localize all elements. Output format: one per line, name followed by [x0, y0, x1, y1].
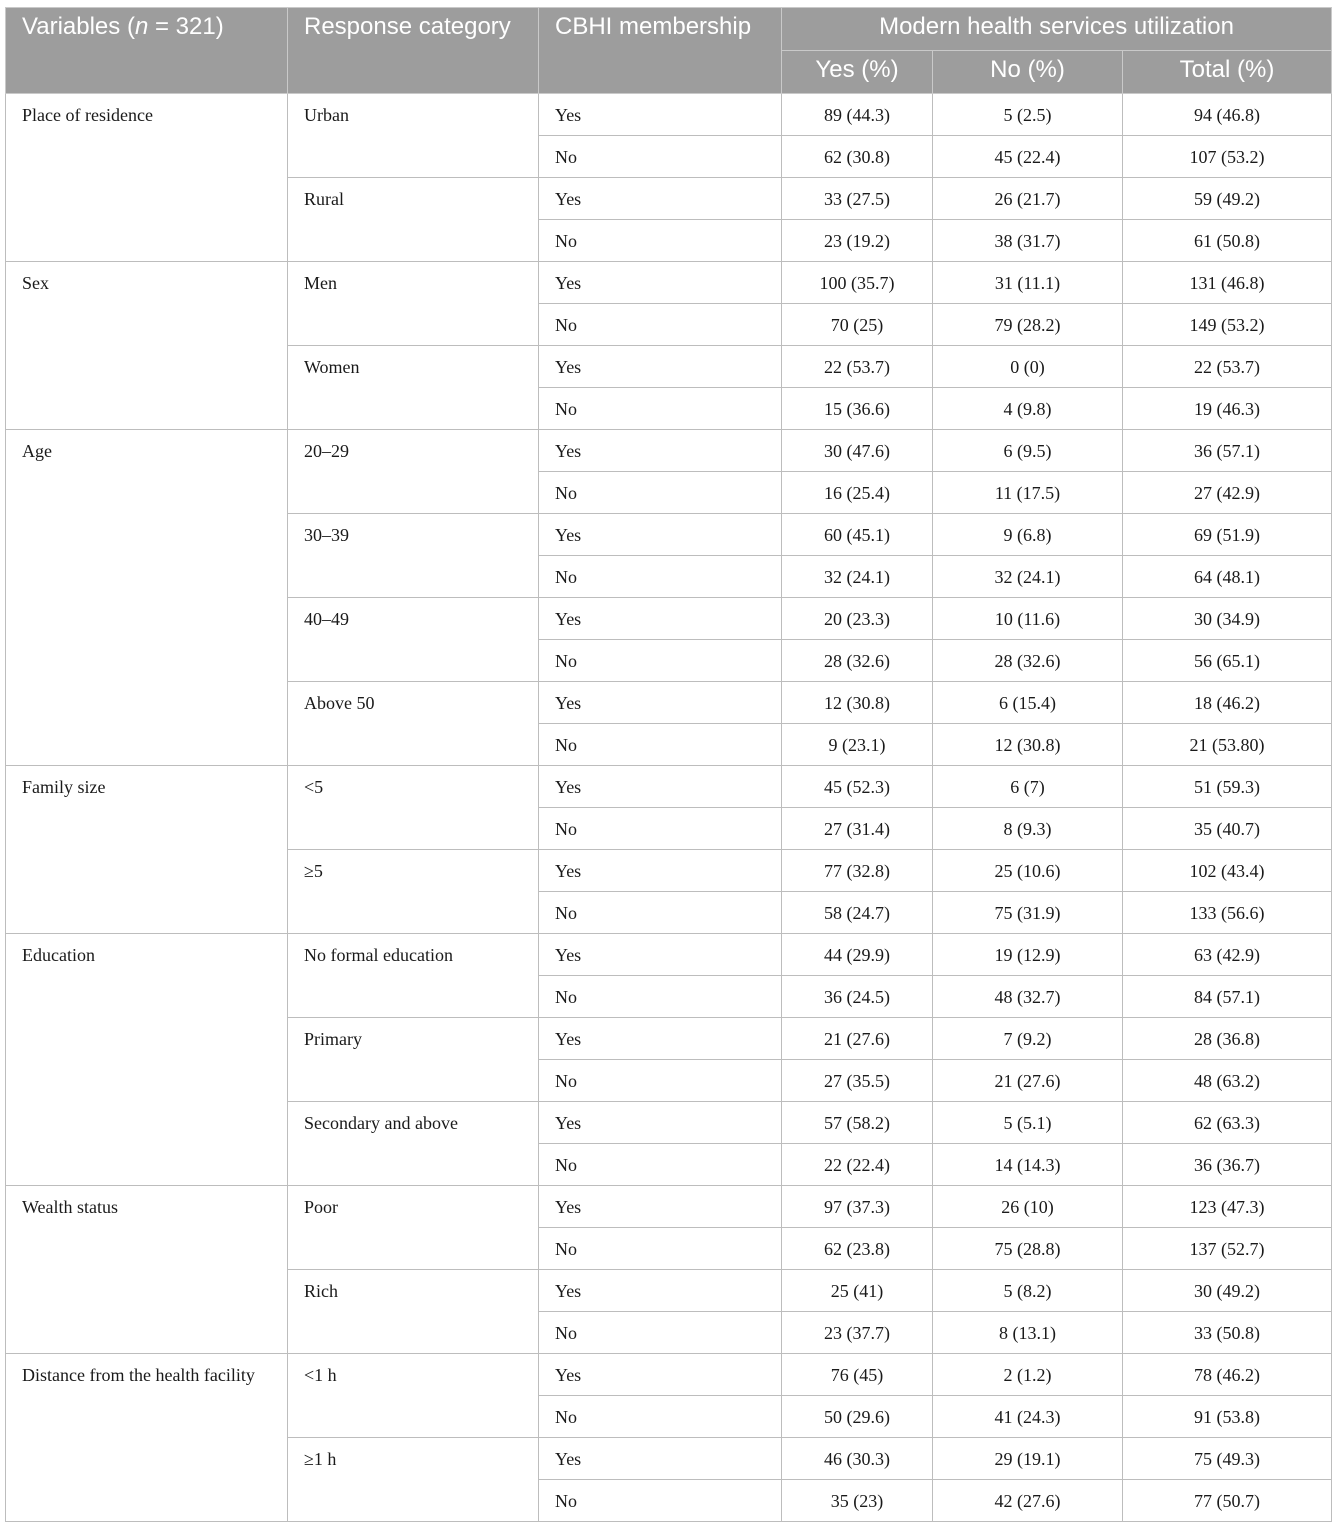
- total-cell: 22 (53.7): [1123, 346, 1332, 388]
- total-cell: 78 (46.2): [1123, 1354, 1332, 1396]
- total-cell: 33 (50.8): [1123, 1312, 1332, 1354]
- total-cell: 35 (40.7): [1123, 808, 1332, 850]
- cbhi-cell: No: [539, 808, 782, 850]
- yes-cell: 57 (58.2): [782, 1102, 933, 1144]
- header-variables-n: n: [134, 13, 149, 40]
- cbhi-cell: Yes: [539, 934, 782, 976]
- cbhi-cell: Yes: [539, 598, 782, 640]
- category-cell: Above 50: [288, 682, 539, 766]
- yes-cell: 58 (24.7): [782, 892, 933, 934]
- no-cell: 19 (12.9): [933, 934, 1123, 976]
- variable-cell: Place of residence: [6, 94, 288, 262]
- yes-cell: 100 (35.7): [782, 262, 933, 304]
- no-cell: 26 (21.7): [933, 178, 1123, 220]
- yes-cell: 21 (27.6): [782, 1018, 933, 1060]
- no-cell: 38 (31.7): [933, 220, 1123, 262]
- cbhi-cell: Yes: [539, 262, 782, 304]
- cbhi-cell: No: [539, 892, 782, 934]
- total-cell: 102 (43.4): [1123, 850, 1332, 892]
- category-cell: 40–49: [288, 598, 539, 682]
- cbhi-cell: No: [539, 724, 782, 766]
- cbhi-cell: No: [539, 472, 782, 514]
- no-cell: 25 (10.6): [933, 850, 1123, 892]
- cbhi-cell: No: [539, 1480, 782, 1522]
- no-cell: 28 (32.6): [933, 640, 1123, 682]
- table-row: [6, 766, 1332, 808]
- header-utilization: Modern health services utilization: [782, 8, 1332, 51]
- table-row: [6, 430, 1332, 472]
- category-cell: Men: [288, 262, 539, 346]
- cbhi-cell: No: [539, 556, 782, 598]
- total-cell: 94 (46.8): [1123, 94, 1332, 136]
- total-cell: 62 (63.3): [1123, 1102, 1332, 1144]
- yes-cell: 12 (30.8): [782, 682, 933, 724]
- total-cell: 61 (50.8): [1123, 220, 1332, 262]
- total-cell: 137 (52.7): [1123, 1228, 1332, 1270]
- total-cell: 27 (42.9): [1123, 472, 1332, 514]
- header-variables-label: Variables (: [22, 13, 135, 40]
- total-cell: 19 (46.3): [1123, 388, 1332, 430]
- category-cell: <1 h: [288, 1354, 539, 1438]
- variable-cell: Sex: [6, 262, 288, 430]
- total-cell: 28 (36.8): [1123, 1018, 1332, 1060]
- category-cell: No formal education: [288, 934, 539, 1018]
- total-cell: 131 (46.8): [1123, 262, 1332, 304]
- yes-cell: 97 (37.3): [782, 1186, 933, 1228]
- no-cell: 42 (27.6): [933, 1480, 1123, 1522]
- yes-cell: 36 (24.5): [782, 976, 933, 1018]
- yes-cell: 28 (32.6): [782, 640, 933, 682]
- no-cell: 5 (2.5): [933, 94, 1123, 136]
- cbhi-cell: Yes: [539, 1354, 782, 1396]
- cbhi-cell: No: [539, 220, 782, 262]
- total-cell: 63 (42.9): [1123, 934, 1332, 976]
- total-cell: 84 (57.1): [1123, 976, 1332, 1018]
- no-cell: 41 (24.3): [933, 1396, 1123, 1438]
- no-cell: 6 (7): [933, 766, 1123, 808]
- yes-cell: 16 (25.4): [782, 472, 933, 514]
- yes-cell: 45 (52.3): [782, 766, 933, 808]
- no-cell: 11 (17.5): [933, 472, 1123, 514]
- header-variables: [6, 8, 288, 94]
- category-cell: Rural: [288, 178, 539, 262]
- no-cell: 2 (1.2): [933, 1354, 1123, 1396]
- yes-cell: 76 (45): [782, 1354, 933, 1396]
- total-cell: 133 (56.6): [1123, 892, 1332, 934]
- cbhi-cell: Yes: [539, 1102, 782, 1144]
- header-variables-count: = 321): [148, 13, 224, 40]
- no-cell: 5 (8.2): [933, 1270, 1123, 1312]
- category-cell: ≥1 h: [288, 1438, 539, 1522]
- cbhi-cell: No: [539, 1060, 782, 1102]
- cbhi-cell: No: [539, 136, 782, 178]
- cbhi-cell: Yes: [539, 766, 782, 808]
- table-row: [6, 1354, 1332, 1396]
- yes-cell: 33 (27.5): [782, 178, 933, 220]
- category-cell: ≥5: [288, 850, 539, 934]
- no-cell: 5 (5.1): [933, 1102, 1123, 1144]
- no-cell: 10 (11.6): [933, 598, 1123, 640]
- no-cell: 32 (24.1): [933, 556, 1123, 598]
- total-cell: 91 (53.8): [1123, 1396, 1332, 1438]
- yes-cell: 77 (32.8): [782, 850, 933, 892]
- cbhi-cell: Yes: [539, 1018, 782, 1060]
- total-cell: 36 (36.7): [1123, 1144, 1332, 1186]
- category-cell: Women: [288, 346, 539, 430]
- yes-cell: 89 (44.3): [782, 94, 933, 136]
- table-header: [6, 8, 1332, 94]
- yes-cell: 62 (23.8): [782, 1228, 933, 1270]
- yes-cell: 9 (23.1): [782, 724, 933, 766]
- no-cell: 29 (19.1): [933, 1438, 1123, 1480]
- category-cell: Urban: [288, 94, 539, 178]
- total-cell: 21 (53.80): [1123, 724, 1332, 766]
- total-cell: 56 (65.1): [1123, 640, 1332, 682]
- cbhi-cell: Yes: [539, 1186, 782, 1228]
- category-cell: Primary: [288, 1018, 539, 1102]
- no-cell: 6 (9.5): [933, 430, 1123, 472]
- no-cell: 14 (14.3): [933, 1144, 1123, 1186]
- variable-cell: Distance from the health facility: [6, 1354, 288, 1522]
- total-cell: 18 (46.2): [1123, 682, 1332, 724]
- yes-cell: 25 (41): [782, 1270, 933, 1312]
- yes-cell: 20 (23.3): [782, 598, 933, 640]
- yes-cell: 62 (30.8): [782, 136, 933, 178]
- category-cell: Poor: [288, 1186, 539, 1270]
- table-row: [6, 94, 1332, 136]
- category-cell: Rich: [288, 1270, 539, 1354]
- cbhi-cell: Yes: [539, 94, 782, 136]
- category-cell: Secondary and above: [288, 1102, 539, 1186]
- cbhi-cell: Yes: [539, 178, 782, 220]
- yes-cell: 15 (36.6): [782, 388, 933, 430]
- no-cell: 79 (28.2): [933, 304, 1123, 346]
- yes-cell: 50 (29.6): [782, 1396, 933, 1438]
- yes-cell: 32 (24.1): [782, 556, 933, 598]
- cbhi-cell: Yes: [539, 1438, 782, 1480]
- yes-cell: 35 (23): [782, 1480, 933, 1522]
- variable-cell: Wealth status: [6, 1186, 288, 1354]
- total-cell: 36 (57.1): [1123, 430, 1332, 472]
- variable-cell: Family size: [6, 766, 288, 934]
- cbhi-cell: Yes: [539, 682, 782, 724]
- table-row: [6, 262, 1332, 304]
- yes-cell: 46 (30.3): [782, 1438, 933, 1480]
- variable-cell: Education: [6, 934, 288, 1186]
- cbhi-cell: No: [539, 1396, 782, 1438]
- no-cell: 31 (11.1): [933, 262, 1123, 304]
- total-cell: 30 (49.2): [1123, 1270, 1332, 1312]
- no-cell: 8 (9.3): [933, 808, 1123, 850]
- yes-cell: 70 (25): [782, 304, 933, 346]
- total-cell: 75 (49.3): [1123, 1438, 1332, 1480]
- cbhi-cell: No: [539, 1144, 782, 1186]
- cbhi-cell: Yes: [539, 430, 782, 472]
- cbhi-cell: No: [539, 1312, 782, 1354]
- cbhi-cell: Yes: [539, 850, 782, 892]
- cbhi-cell: No: [539, 304, 782, 346]
- header-no: No (%): [933, 51, 1123, 94]
- no-cell: 12 (30.8): [933, 724, 1123, 766]
- no-cell: 48 (32.7): [933, 976, 1123, 1018]
- table-body: [6, 94, 1332, 1522]
- total-cell: 123 (47.3): [1123, 1186, 1332, 1228]
- yes-cell: 27 (31.4): [782, 808, 933, 850]
- total-cell: 48 (63.2): [1123, 1060, 1332, 1102]
- header-response-category: Response category: [288, 8, 539, 94]
- cbhi-cell: Yes: [539, 346, 782, 388]
- data-table: [5, 7, 1332, 1522]
- yes-cell: 22 (22.4): [782, 1144, 933, 1186]
- header-cbhi-membership: CBHI membership: [539, 8, 782, 94]
- no-cell: 8 (13.1): [933, 1312, 1123, 1354]
- no-cell: 0 (0): [933, 346, 1123, 388]
- table-row: [6, 934, 1332, 976]
- cbhi-cell: No: [539, 1228, 782, 1270]
- no-cell: 75 (31.9): [933, 892, 1123, 934]
- cbhi-cell: No: [539, 640, 782, 682]
- header-total: Total (%): [1123, 51, 1332, 94]
- total-cell: 69 (51.9): [1123, 514, 1332, 556]
- category-cell: 30–39: [288, 514, 539, 598]
- category-cell: 20–29: [288, 430, 539, 514]
- no-cell: 6 (15.4): [933, 682, 1123, 724]
- cbhi-cell: Yes: [539, 1270, 782, 1312]
- yes-cell: 23 (37.7): [782, 1312, 933, 1354]
- total-cell: 30 (34.9): [1123, 598, 1332, 640]
- yes-cell: 44 (29.9): [782, 934, 933, 976]
- no-cell: 26 (10): [933, 1186, 1123, 1228]
- cbhi-cell: Yes: [539, 514, 782, 556]
- yes-cell: 60 (45.1): [782, 514, 933, 556]
- no-cell: 9 (6.8): [933, 514, 1123, 556]
- variable-cell: Age: [6, 430, 288, 766]
- header-yes: Yes (%): [782, 51, 933, 94]
- total-cell: 59 (49.2): [1123, 178, 1332, 220]
- category-cell: <5: [288, 766, 539, 850]
- total-cell: 51 (59.3): [1123, 766, 1332, 808]
- total-cell: 107 (53.2): [1123, 136, 1332, 178]
- table-row: [6, 1186, 1332, 1228]
- yes-cell: 22 (53.7): [782, 346, 933, 388]
- no-cell: 4 (9.8): [933, 388, 1123, 430]
- no-cell: 21 (27.6): [933, 1060, 1123, 1102]
- cbhi-cell: No: [539, 388, 782, 430]
- yes-cell: 30 (47.6): [782, 430, 933, 472]
- total-cell: 77 (50.7): [1123, 1480, 1332, 1522]
- no-cell: 45 (22.4): [933, 136, 1123, 178]
- yes-cell: 27 (35.5): [782, 1060, 933, 1102]
- yes-cell: 23 (19.2): [782, 220, 933, 262]
- total-cell: 149 (53.2): [1123, 304, 1332, 346]
- total-cell: 64 (48.1): [1123, 556, 1332, 598]
- no-cell: 75 (28.8): [933, 1228, 1123, 1270]
- no-cell: 7 (9.2): [933, 1018, 1123, 1060]
- cbhi-cell: No: [539, 976, 782, 1018]
